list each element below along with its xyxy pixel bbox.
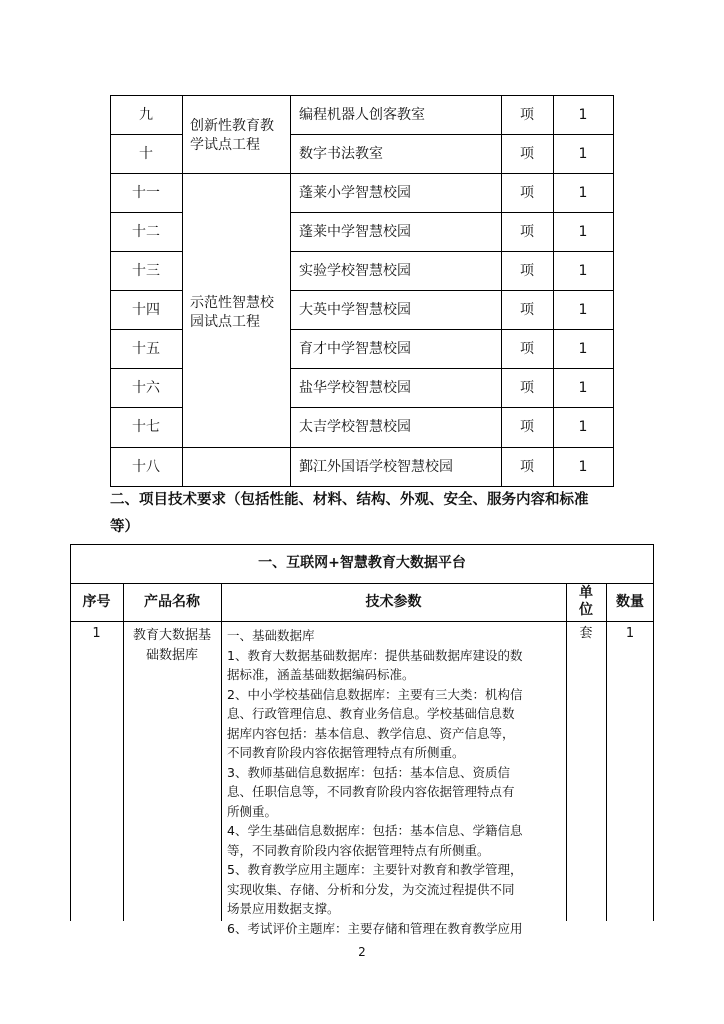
spec-table <box>70 544 654 936</box>
row-unit: 项 <box>520 341 534 357</box>
row-item: 编程机器人创客教室 <box>299 107 425 123</box>
row-index: 十三 <box>132 263 160 279</box>
row-item: 育才中学智慧校园 <box>299 341 411 357</box>
row-unit: 项 <box>520 224 534 240</box>
row-qty: 1 <box>578 224 588 240</box>
row-tech-params: 一、基础数据库 1、教育大数据基础数据库：提供基础数据库建设的数 据标准，涵盖基础数据编码标准。 2、中小学校基础信息数据库：主要有三大类：机构信 息、行政管理信息、教育业务信息。学校基础信息数 据库内容包括：基本信息、教学信息、资产信息等， 不同教育阶段内容依据管理特点有所侧重。 3、教师基础信息数据库：包括：基本信息、资质信 息、任职信息等，不同教育阶段内容依据管理特点有 所侧重。 4、学生基础信息数据库：包括：基本信息、学籍信息 等，不同教育阶段内容依据管理特点有所侧重。 5、教育教学应用主题库：主要针对教育和教学管理， 实现收集、存储、分析和分发，为交流过程提供不同 场景应用数据支撑。 6、考试评价主题库：主要存储和管理在教育教学应用 <box>227 628 523 936</box>
row-item: 数字书法教室 <box>299 146 383 162</box>
row-item: 蓬莱中学智慧校园 <box>299 224 411 240</box>
row-index: 十四 <box>132 302 160 318</box>
page-number: 2 <box>358 945 366 959</box>
row-no: 1 <box>92 626 101 641</box>
row-item: 盐华学校智慧校园 <box>299 380 411 396</box>
group-label-smart-campus: 示范性智慧校 园试点工程 <box>190 295 274 330</box>
header-product-name: 产品名称 <box>144 594 200 610</box>
spec-table-title: 一、互联网+智慧教育大数据平台 <box>258 555 466 571</box>
row-unit: 项 <box>520 146 534 162</box>
row-item: 鄞江外国语学校智慧校园 <box>299 459 453 475</box>
row-qty: 1 <box>578 380 588 396</box>
row-unit: 项 <box>520 380 534 396</box>
row-item: 太吉学校智慧校园 <box>299 419 411 435</box>
row-qty: 1 <box>578 341 588 357</box>
row-item: 实验学校智慧校园 <box>299 263 411 279</box>
row-index: 九 <box>139 107 153 123</box>
header-tech-params: 技术参数 <box>365 594 422 610</box>
row-unit: 项 <box>520 459 534 475</box>
row-qty: 1 <box>578 419 588 435</box>
row-product-name: 教育大数据基 础数据库 <box>132 628 211 663</box>
row-unit: 套 <box>579 626 593 641</box>
row-unit: 项 <box>520 419 534 435</box>
row-index: 十七 <box>132 419 160 435</box>
row-index: 十六 <box>132 380 160 396</box>
row-unit: 项 <box>520 302 534 318</box>
row-unit: 项 <box>520 185 534 201</box>
section-heading: 二、项目技术要求（包括性能、材料、结构、外观、安全、服务内容和标准 等） <box>110 492 589 535</box>
row-qty: 1 <box>578 263 588 279</box>
row-index: 十八 <box>132 459 160 475</box>
row-qty: 1 <box>578 302 588 318</box>
row-index: 十二 <box>132 224 160 240</box>
row-unit: 项 <box>520 107 534 123</box>
row-qty: 1 <box>578 185 588 201</box>
row-index: 十 <box>139 146 153 162</box>
group-label-innovation: 创新性教育教 学试点工程 <box>190 118 274 153</box>
header-no: 序号 <box>82 594 111 610</box>
row-index: 十五 <box>132 341 160 357</box>
row-qty: 1 <box>578 146 588 162</box>
row-qty: 1 <box>578 107 588 123</box>
row-item: 蓬莱小学智慧校园 <box>299 185 411 201</box>
row-unit: 项 <box>520 263 534 279</box>
project-list-table <box>110 95 614 487</box>
header-unit: 单 位 <box>579 585 593 618</box>
row-qty: 1 <box>578 459 588 475</box>
row-index: 十一 <box>132 185 160 201</box>
row-qty: 1 <box>625 626 635 641</box>
header-qty: 数量 <box>616 594 644 610</box>
row-item: 大英中学智慧校园 <box>299 302 411 318</box>
